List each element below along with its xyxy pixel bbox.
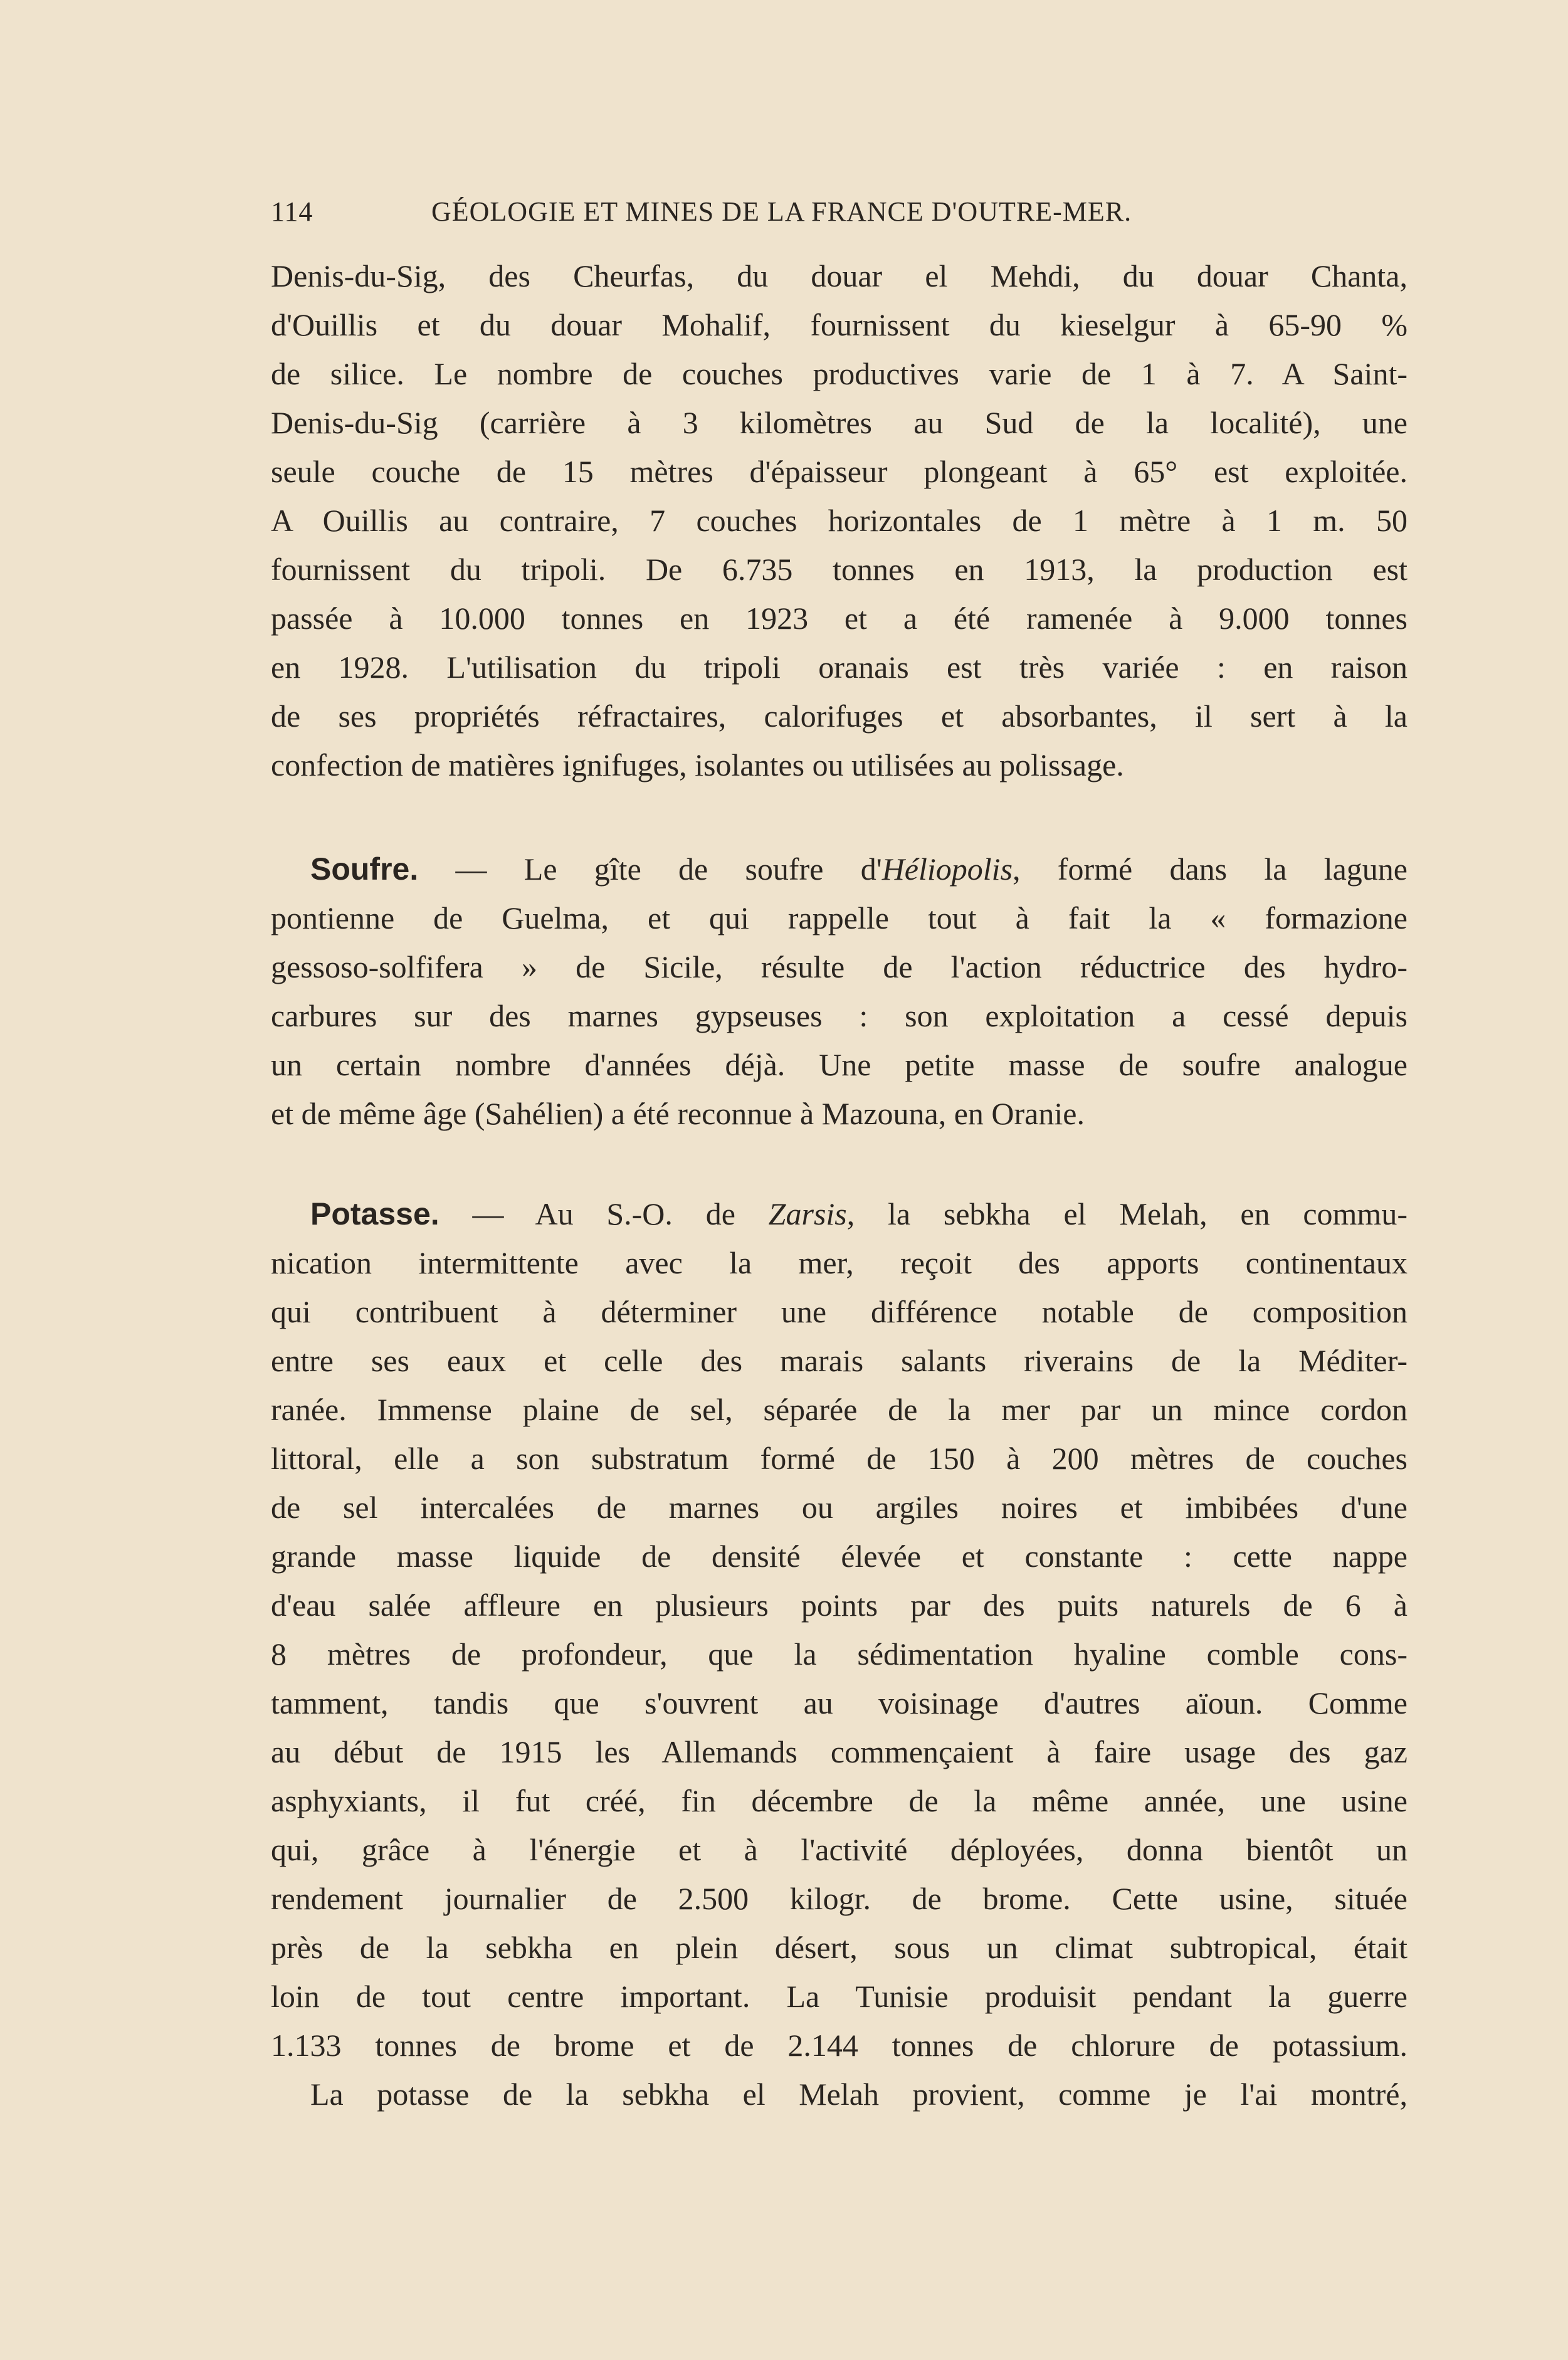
text-line: carbures sur des marnes gypseuses : son exploitation a cessé depuis (271, 998, 1408, 1033)
text-line: ranée. Immense plaine de sel, séparée de la mer par un mince cordon (271, 1392, 1408, 1427)
page-number: 114 (271, 196, 313, 227)
text-line: asphyxiants, il fut créé, fin décembre de la même année, une usine (271, 1783, 1408, 1818)
text-line: d'Ouillis et du douar Mohalif, fournissent du kieselgur à 65-90 % (271, 307, 1408, 342)
text-line: tamment, tandis que s'ouvrent au voisinage d'autres aïoun. Comme (271, 1685, 1408, 1720)
text-line: qui contribuent à déterminer une différence notable de composition (271, 1294, 1408, 1329)
section-heading-soufre: Soufre. (310, 851, 419, 887)
text-span: Le gîte de soufre d' (524, 851, 882, 887)
place-name-italic: Héliopolis (881, 851, 1013, 887)
text-line: loin de tout centre important. La Tunisie produisit pendant la guerre (271, 1979, 1408, 2014)
text-line: passée à 10.000 tonnes en 1923 et a été ramenée à 9.000 tonnes (271, 601, 1408, 636)
text-line: pontienne de Guelma, et qui rappelle tout à fait la « formazione (271, 900, 1408, 935)
text-line: grande masse liquide de densité élevée et constante : cette nappe (271, 1539, 1408, 1574)
text-line: littoral, elle a son substratum formé de 150 à 200 mètres de couches (271, 1441, 1408, 1476)
section-heading-potasse: Potasse. (310, 1196, 439, 1231)
text-line: gessoso-solfifera » de Sicile, résulte de l'action réductrice des hydro- (271, 949, 1408, 984)
text-line: et de même âge (Sahélien) a été reconnue à Mazouna, en Oranie. (271, 1096, 1085, 1131)
text-line: Denis-du-Sig, des Cheurfas, du douar el Mehdi, du douar Chanta, (271, 258, 1408, 293)
text-line: Denis-du-Sig (carrière à 3 kilomètres au Sud de la localité), une (271, 405, 1408, 440)
text-line: fournissent du tripoli. De 6.735 tonnes en 1913, la production est (271, 552, 1408, 587)
text-line: La potasse de la sebkha el Melah provient, comme je l'ai montré, (310, 2077, 1408, 2112)
text-line: un certain nombre d'années déjà. Une petite masse de soufre analogue (271, 1047, 1408, 1082)
text-line: qui, grâce à l'énergie et à l'activité déployées, donna bientôt un (271, 1832, 1408, 1867)
text-line: rendement journalier de 2.500 kilogr. de brome. Cette usine, située (271, 1881, 1408, 1916)
section-first-line (310, 850, 1408, 888)
text-line: près de la sebkha en plein désert, sous un climat subtropical, était (271, 1930, 1408, 1965)
text-line: de sel intercalées de marnes ou argiles noires et imbibées d'une (271, 1490, 1408, 1525)
text-line: 1.133 tonnes de brome et de 2.144 tonnes de chlorure de potassium. (271, 2028, 1408, 2063)
em-dash: — (439, 1196, 535, 1231)
text-line: de silice. Le nombre de couches productives varie de 1 à 7. A Saint- (271, 356, 1408, 391)
text-line: 8 mètres de profondeur, que la sédimentation hyaline comble cons- (271, 1636, 1408, 1672)
place-name-italic: Zarsis (768, 1196, 847, 1231)
em-dash: — (418, 851, 524, 887)
text-line: en 1928. L'utilisation du tripoli oranais est très variée : en raison (271, 650, 1408, 685)
text-line: de ses propriétés réfractaires, calorifuges et absorbantes, il sert à la (271, 698, 1408, 734)
text-line: nication intermittente avec la mer, reçoit des apports continentaux (271, 1245, 1408, 1280)
text-span: , formé dans la lagune (1013, 851, 1408, 887)
text-line: A Ouillis au contraire, 7 couches horizontales de 1 mètre à 1 m. 50 (271, 503, 1408, 538)
text-line: d'eau salée affleure en plusieurs points par des puits naturels de 6 à (271, 1588, 1408, 1623)
text-line: entre ses eaux et celle des marais salants riverains de la Méditer- (271, 1343, 1408, 1378)
text-span: Au S.-O. de (535, 1196, 769, 1231)
text-line: au début de 1915 les Allemands commençaient à faire usage des gaz (271, 1734, 1408, 1769)
text-line: seule couche de 15 mètres d'épaisseur plongeant à 65° est exploitée. (271, 454, 1408, 489)
text-span: , la sebkha el Melah, en commu- (846, 1196, 1408, 1231)
section-first-line (310, 1195, 1408, 1233)
running-title: GÉOLOGIE ET MINES DE LA FRANCE D'OUTRE-MER. (431, 196, 1132, 227)
text-line: confection de matières ignifuges, isolantes ou utilisées au polissage. (271, 747, 1124, 782)
